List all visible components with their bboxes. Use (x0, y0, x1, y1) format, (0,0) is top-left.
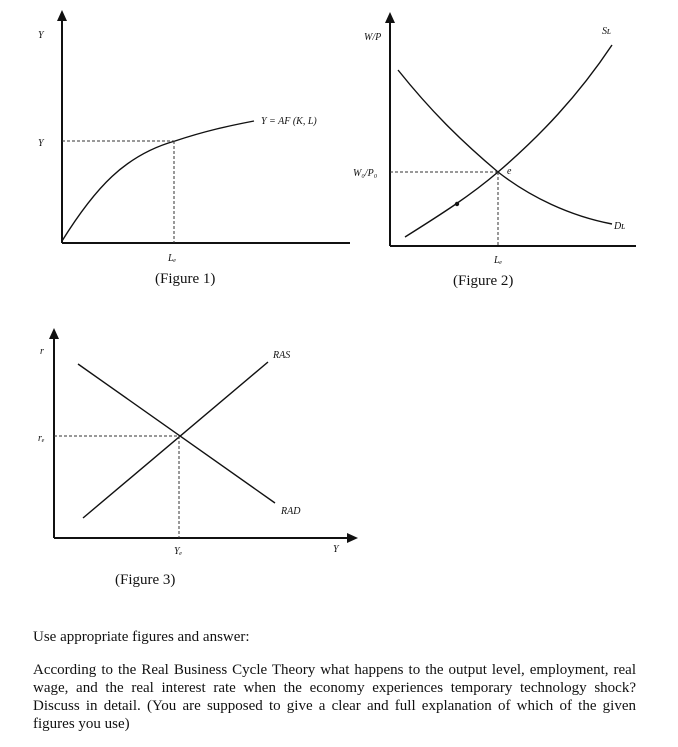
figure3-x-axis-label: Y (333, 544, 339, 555)
figure3-rate-label: rₑ (38, 433, 45, 444)
question-intro: Use appropriate figures and answer: (33, 629, 250, 645)
production-function-curve (62, 121, 254, 241)
figure1 (38, 10, 350, 287)
figure3-ras-label: RAS (273, 350, 291, 361)
figure1-curve-label: Y = AF (K, L) (261, 116, 317, 127)
figure3-x-axis-arrow (347, 533, 358, 543)
figure1-caption: (Figure 1) (155, 271, 216, 287)
figure2-wage-label: W₀/P₀ (353, 168, 378, 179)
figure2-supply-label: Sʟ (602, 26, 611, 37)
figure2-point-marker (455, 202, 459, 206)
figure3-y-axis-label: r (40, 346, 44, 357)
rad-curve (78, 364, 275, 503)
figure3-y-axis-arrow (49, 328, 59, 339)
figure1-y-axis-label: Y (38, 30, 44, 41)
figure2-caption: (Figure 2) (453, 273, 514, 289)
figure2-demand-label: Dʟ (614, 221, 626, 232)
figure3-caption: (Figure 3) (115, 572, 176, 588)
figure3 (38, 328, 358, 588)
ras-curve (83, 362, 268, 518)
figure1-x-marker-label: Lₑ (168, 253, 177, 264)
figure3-x-marker-label: Yₑ (174, 546, 183, 557)
question-body: According to the Real Business Cycle Theory what happens to the output level, employment, real wage, and the real interest rate when the economy experiences temporary technology shock? Discuss in detail. (You are supposed to give a clear and full explanation of which of the given figures you use) (33, 662, 636, 732)
figure2-y-axis-label: W/P (364, 32, 382, 43)
figure2-x-marker-label: Lₑ (494, 255, 503, 266)
figure1-y-axis-arrow (57, 10, 67, 21)
figure1-y-level-label: Y (38, 138, 44, 149)
figure2-panel (360, 2, 650, 305)
figure3-rad-label: RAD (281, 506, 301, 517)
figure2-equilibrium-label: e (507, 166, 512, 177)
